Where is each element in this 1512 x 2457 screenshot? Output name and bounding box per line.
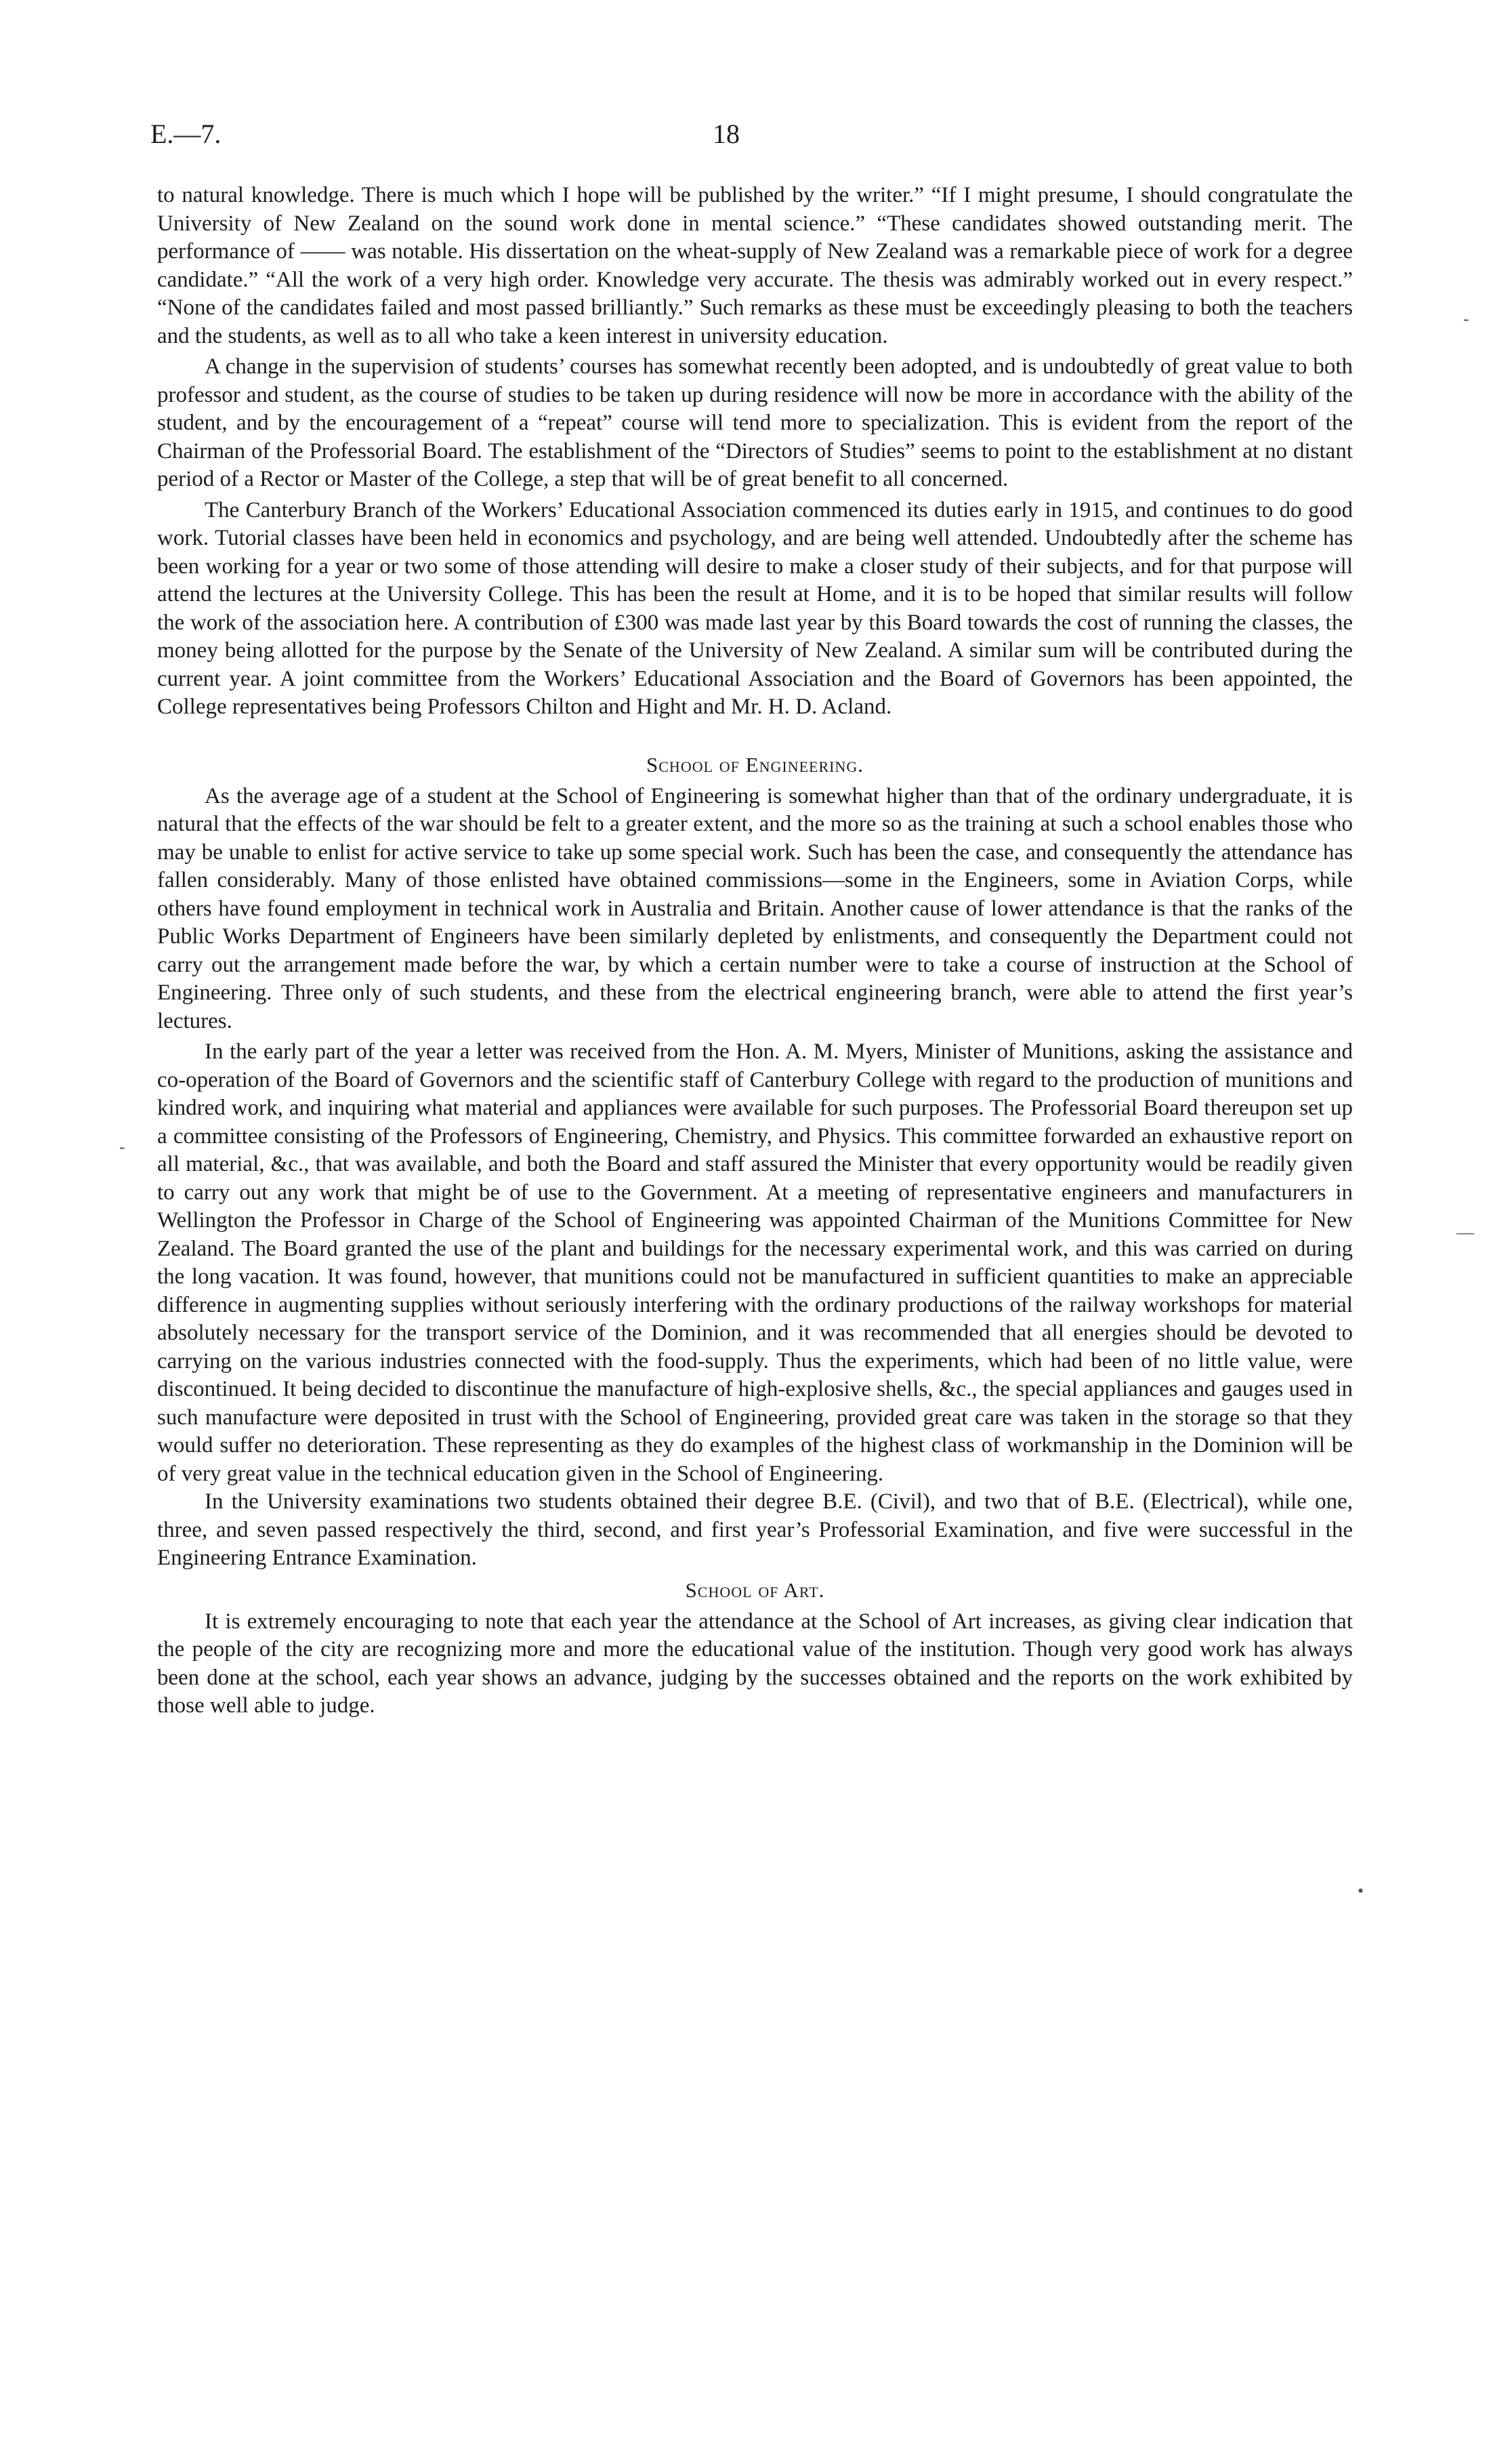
margin-mark: - bbox=[1463, 309, 1469, 329]
page-header bbox=[150, 114, 1370, 154]
page-number: 18 bbox=[713, 119, 740, 149]
intro-paragraph-1: to natural knowledge. There is much which I hope will be published by the writer.” “If I might presume, I should congratulate the University of New Zealand on the sound work done in mental science.” “These candidates showed outstanding merit. The performance of —— was notable. His dissertation on the wheat-supply of New Zealand was a remarkable piece of work for a degree candidate.” “All the work of a very high order. Knowledge very accurate. The thesis was admirably worked out in every respect.” “None of the candidates failed and most passed brilliantly.” Such remarks as these must be exceedingly pleasing to both the teachers and the students, as well as to all who take a keen interest in university education. bbox=[157, 183, 1353, 348]
engineering-paragraph-3: In the University examinations two students obtained their degree B.E. (Civil), and two that of B.E. (Electrical), while one, three, and seven passed respectively the third, second, and first year’s Professorial Examination, and five were successful in the Engineering Entrance Examination. bbox=[157, 1489, 1353, 1570]
margin-mark: • bbox=[1358, 1881, 1364, 1901]
engineering-paragraph-1: As the average age of a student at the School of Engineering is somewhat higher than that of the ordinary undergraduate, it is natural that the effects of the war should be felt to a greater extent, and the more so as the training at such a school enables those who may be unable to enlist for active service to take up some special work. Such has been the case, and consequently the attendance has fallen considerably. Many of those enlisted have obtained commissions—some in the Engineers, some in Aviation Corps, while others have found employment in technical work in Australia and Britain. Another cause of lower attendance is that the ranks of the Public Works Department of Engineers have been similarly depleted by enlistments, and consequently the Department could not carry out the arrangement made before the war, by which a certain number were to take a course of instruction at the School of Engineering. Three only of such students, and these from the electrical engineering branch, were able to attend the first year’s lectures. bbox=[157, 783, 1353, 1033]
document-code: E.—7. bbox=[150, 119, 222, 149]
page-body bbox=[157, 182, 1353, 1720]
engineering-paragraph-2: In the early part of the year a letter was received from the Hon. A. M. Myers, Minister of Munitions, asking the assistance and co-operation of the Board of Governors and the scientific staff of Canterbury College with regard to the production of munitions and kindred work, and inquiring what material and appliances were available for such purposes. The Professorial Board thereupon set up a committee consisting of the Professors of Engineering, Chemistry, and Physics. This committee forwarded an exhaustive report on all material, &c., that was available, and both the Board and staff assured the Minister that every opportunity would be readily given to carry out any work that might be of use to the Government. At a meeting of representative engineers and manufacturers in Wellington the Professor in Charge of the School of Engineering was appointed Chairman of the Munitions Committee for New Zealand. The Board granted the use of the plant and buildings for the necessary experimental work, and this was carried on during the long vacation. It was found, however, that munitions could not be manufactured in sufficient quantities to make an appreciable difference in augmenting supplies without seriously interfering with the ordinary productions of the railway workshops for material absolutely necessary for the transport service of the Dominion, and it was recommended that all energies should be devoted to carrying on the various industries connected with the food-supply. Thus the experiments, which had been of no little value, were discontinued. It being decided to discontinue the manufacture of high-explosive shells, &c., the special appliances and gauges used in such manufacture were deposited in trust with the School of Engineering, provided great care was taken in the storage so that they would suffer no deterioration. These representing as they do examples of the highest class of workmanship in the Dominion will be of very great value in the technical education given in the School of Engineering. bbox=[157, 1039, 1353, 1486]
intro-paragraph-2: A change in the supervision of students’ courses has somewhat recently been adopted, and is undoubtedly of great value to both professor and student, as the course of studies to be taken up during residence will now be more in accordance with the ability of the student, and by the encouragement of a “repeat” course will tend more to specialization. This is evident from the report of the Chairman of the Professorial Board. The establishment of the “Directors of Studies” seems to point to the establishment at no distant period of a Rector or Master of the College, a step that will be of great benefit to all concerned. bbox=[157, 354, 1353, 491]
art-paragraph-1: It is extremely encouraging to note that each year the attendance at the School of Art increases, as giving clear indication that the people of the city are recognizing more and more the educational value of the institution. Though very good work has always been done at the school, each year shows an advance, judging by the successes obtained and the reports on the work exhibited by those well able to judge. bbox=[157, 1609, 1353, 1718]
engineering-heading: School of Engineering. bbox=[646, 752, 864, 777]
margin-mark: — bbox=[1456, 1222, 1474, 1242]
art-heading: School of Art. bbox=[685, 1577, 825, 1602]
margin-mark: - bbox=[119, 1137, 125, 1157]
intro-paragraph-3: The Canterbury Branch of the Workers’ Educational Association commenced its duties early in 1915, and continues to do good work. Tutorial classes have been held in economics and psychology, and are being well attended. Undoubtedly after the scheme has been working for a year or two some of those attending will desire to make a closer study of their subjects, and for that purpose will attend the lectures at the University College. This has been the result at Home, and it is to be hoped that similar results will follow the work of the association here. A contribution of £300 was made last year by this Board towards the cost of running the classes, the money being allotted for the purpose by the Senate of the University of New Zealand. A similar sum will be contributed during the current year. A joint committee from the Workers’ Educational Association and the Board of Governors has been appointed, the College representatives being Professors Chilton and Hight and Mr. H. D. Acland. bbox=[157, 497, 1353, 719]
